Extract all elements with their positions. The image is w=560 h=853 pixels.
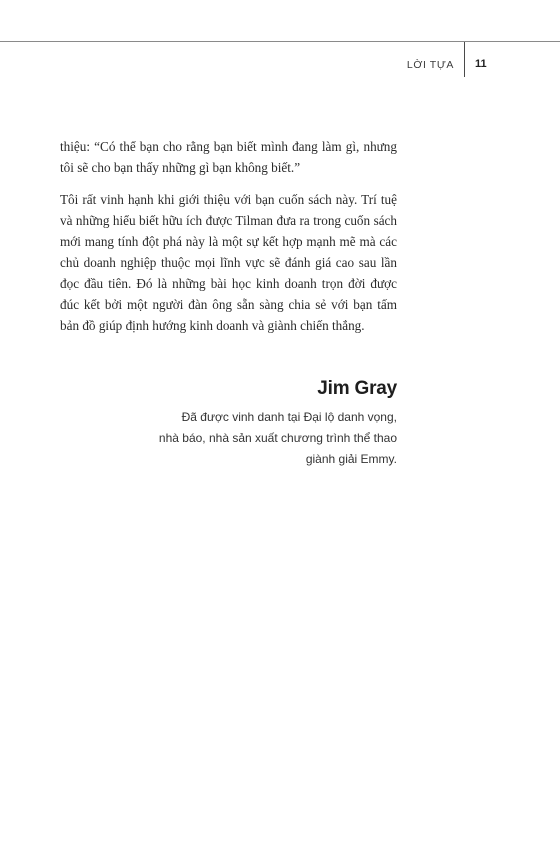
credential-line: nhà báo, nhà sản xuất chương trình thể thao bbox=[158, 431, 397, 445]
running-header bbox=[0, 58, 560, 74]
author-credentials bbox=[60, 407, 397, 470]
paragraph: Tôi rất vinh hạnh khi giới thiệu với bạn cuốn sách này. Trí tuệ và những hiểu biết hữu ích được Tilman đưa ra trong cuốn sách mới mang tính đột phá này là một sự kết hợp mạnh mẽ mà các chủ doanh nghiệp thuộc mọi lĩnh vực sẽ đánh giá cao sau lần đọc đầu tiên. Đó là những bài học kinh doanh trọn đời được đúc kết bởi một người đàn ông sẵn sàng chia sẻ với bạn tấm bản đồ giúp định hướng kinh doanh và giành chiến thắng. bbox=[60, 191, 397, 334]
top-rule bbox=[0, 41, 560, 42]
credential-line: Đã được vinh danh tại Đại lộ danh vọng, bbox=[181, 410, 397, 424]
credential-line: giành giải Emmy. bbox=[305, 452, 397, 466]
signature-block bbox=[60, 376, 397, 470]
page-number: 11 bbox=[475, 58, 487, 70]
body-text bbox=[60, 136, 397, 336]
section-title: LỜI TỰA bbox=[406, 59, 454, 71]
author-name: Jim Gray bbox=[317, 378, 397, 399]
header-divider bbox=[464, 42, 465, 77]
paragraph: thiệu: “Có thể bạn cho rằng bạn biết mình đang làm gì, nhưng tôi sẽ cho bạn thấy những gì bạn không biết.” bbox=[60, 139, 397, 176]
